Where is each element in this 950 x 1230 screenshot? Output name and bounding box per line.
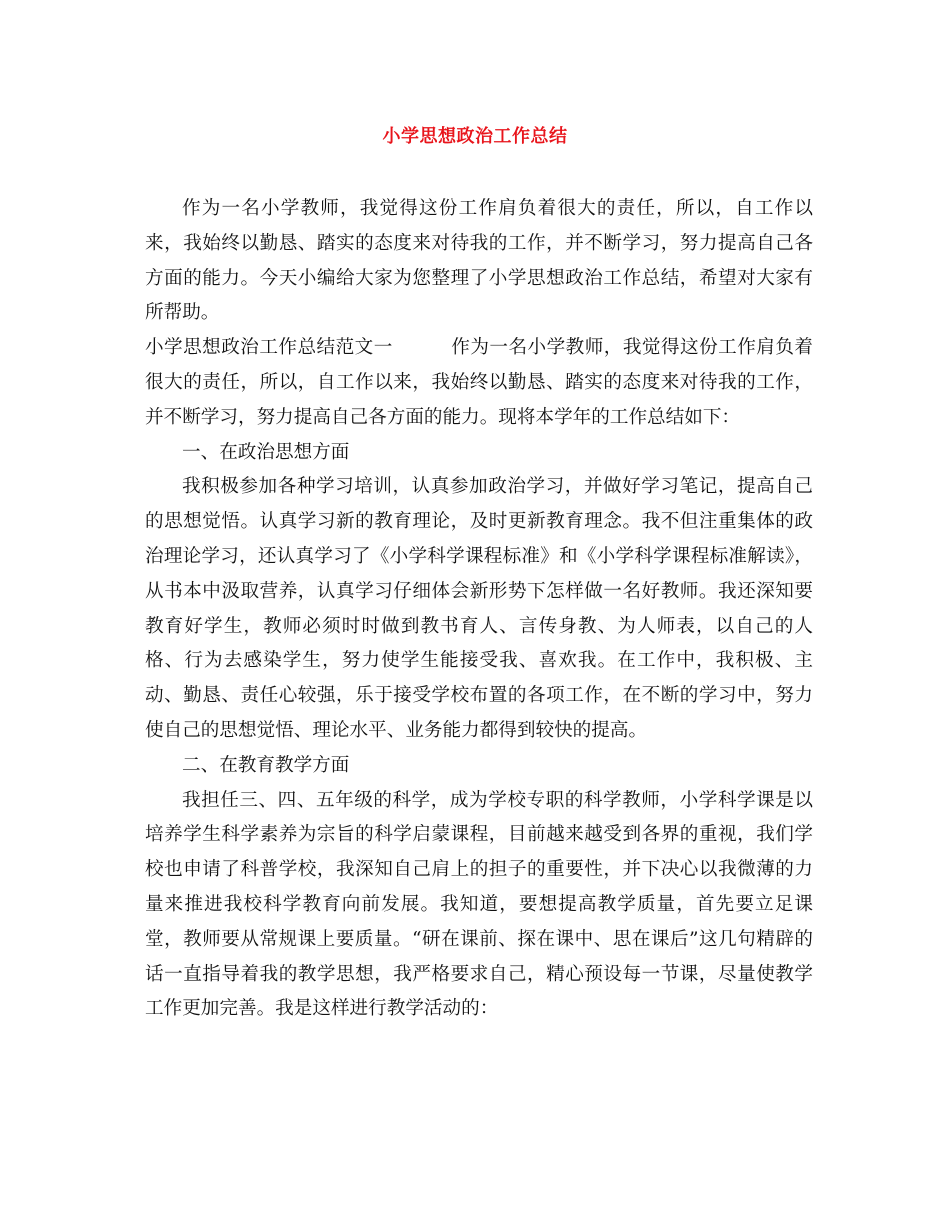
sample-intro: 作为一名小学教师，我觉得这份工作肩负着很大的责任，所以，自工作以来，我始终以勤恳、踏实的态度来对待我的工作，并不断学习，努力提高自己各方面的能力。现将本学年的工作总结如下： bbox=[145, 337, 813, 428]
sample-heading: 小学思想政治工作总结范文一 bbox=[145, 337, 393, 359]
section2-paragraph: 我担任三、四、五年级的科学，成为学校专职的科学教师，小学科学课是以培养学生科学素养为宗旨的科学启蒙课程，目前越来越受到各界的重视，我们学校也申请了科普学校，我深知自己肩上的担子的重要性，并下决心以我微薄的力量来推进我校科学教育向前发展。我知道，要想提高教学质量，首先要立足课堂，教师要从常规课上要质量。“研在课前、探在课中、思在课后”这几句精辟的话一直指导着我的教学思想，我严格要求自己，精心预设每一节课，尽量使教学工作更加完善。我是这样进行教学活动的： bbox=[145, 789, 813, 1020]
document-body bbox=[145, 192, 813, 1027]
intro-paragraph: 作为一名小学教师，我觉得这份工作肩负着很大的责任，所以，自工作以来，我始终以勤恳、踏实的态度来对待我的工作，并不断学习，努力提高自己各方面的能力。今天小编给大家为您整理了小学思想政治工作总结，希望对大家有所帮助。 bbox=[145, 198, 813, 324]
section1-heading: 一、在政治思想方面 bbox=[182, 441, 350, 463]
sample-paragraph bbox=[145, 331, 813, 435]
section1-paragraph: 我积极参加各种学习培训，认真参加政治学习，并做好学习笔记，提高自己的思想觉悟。认真学习新的教育理论，及时更新教育理念。我不但注重集体的政治理论学习，还认真学习了《小学科学课程标准》和《小学科学课程标准解读》，从书本中汲取营养，认真学习仔细体会新形势下怎样做一名好教师。我还深知要教育好学生，教师必须时时做到教书育人、言传身教、为人师表，以自己的人格、行为去感染学生，努力使学生能接受我、喜欢我。在工作中，我积极、主动、勤恳、责任心较强，乐于接受学校布置的各项工作，在不断的学习中，努力使自己的思想觉悟、理论水平、业务能力都得到较快的提高。 bbox=[145, 476, 813, 741]
document-title: 小学思想政治工作总结 bbox=[382, 126, 568, 147]
section2-heading: 二、在教育教学方面 bbox=[182, 754, 350, 776]
